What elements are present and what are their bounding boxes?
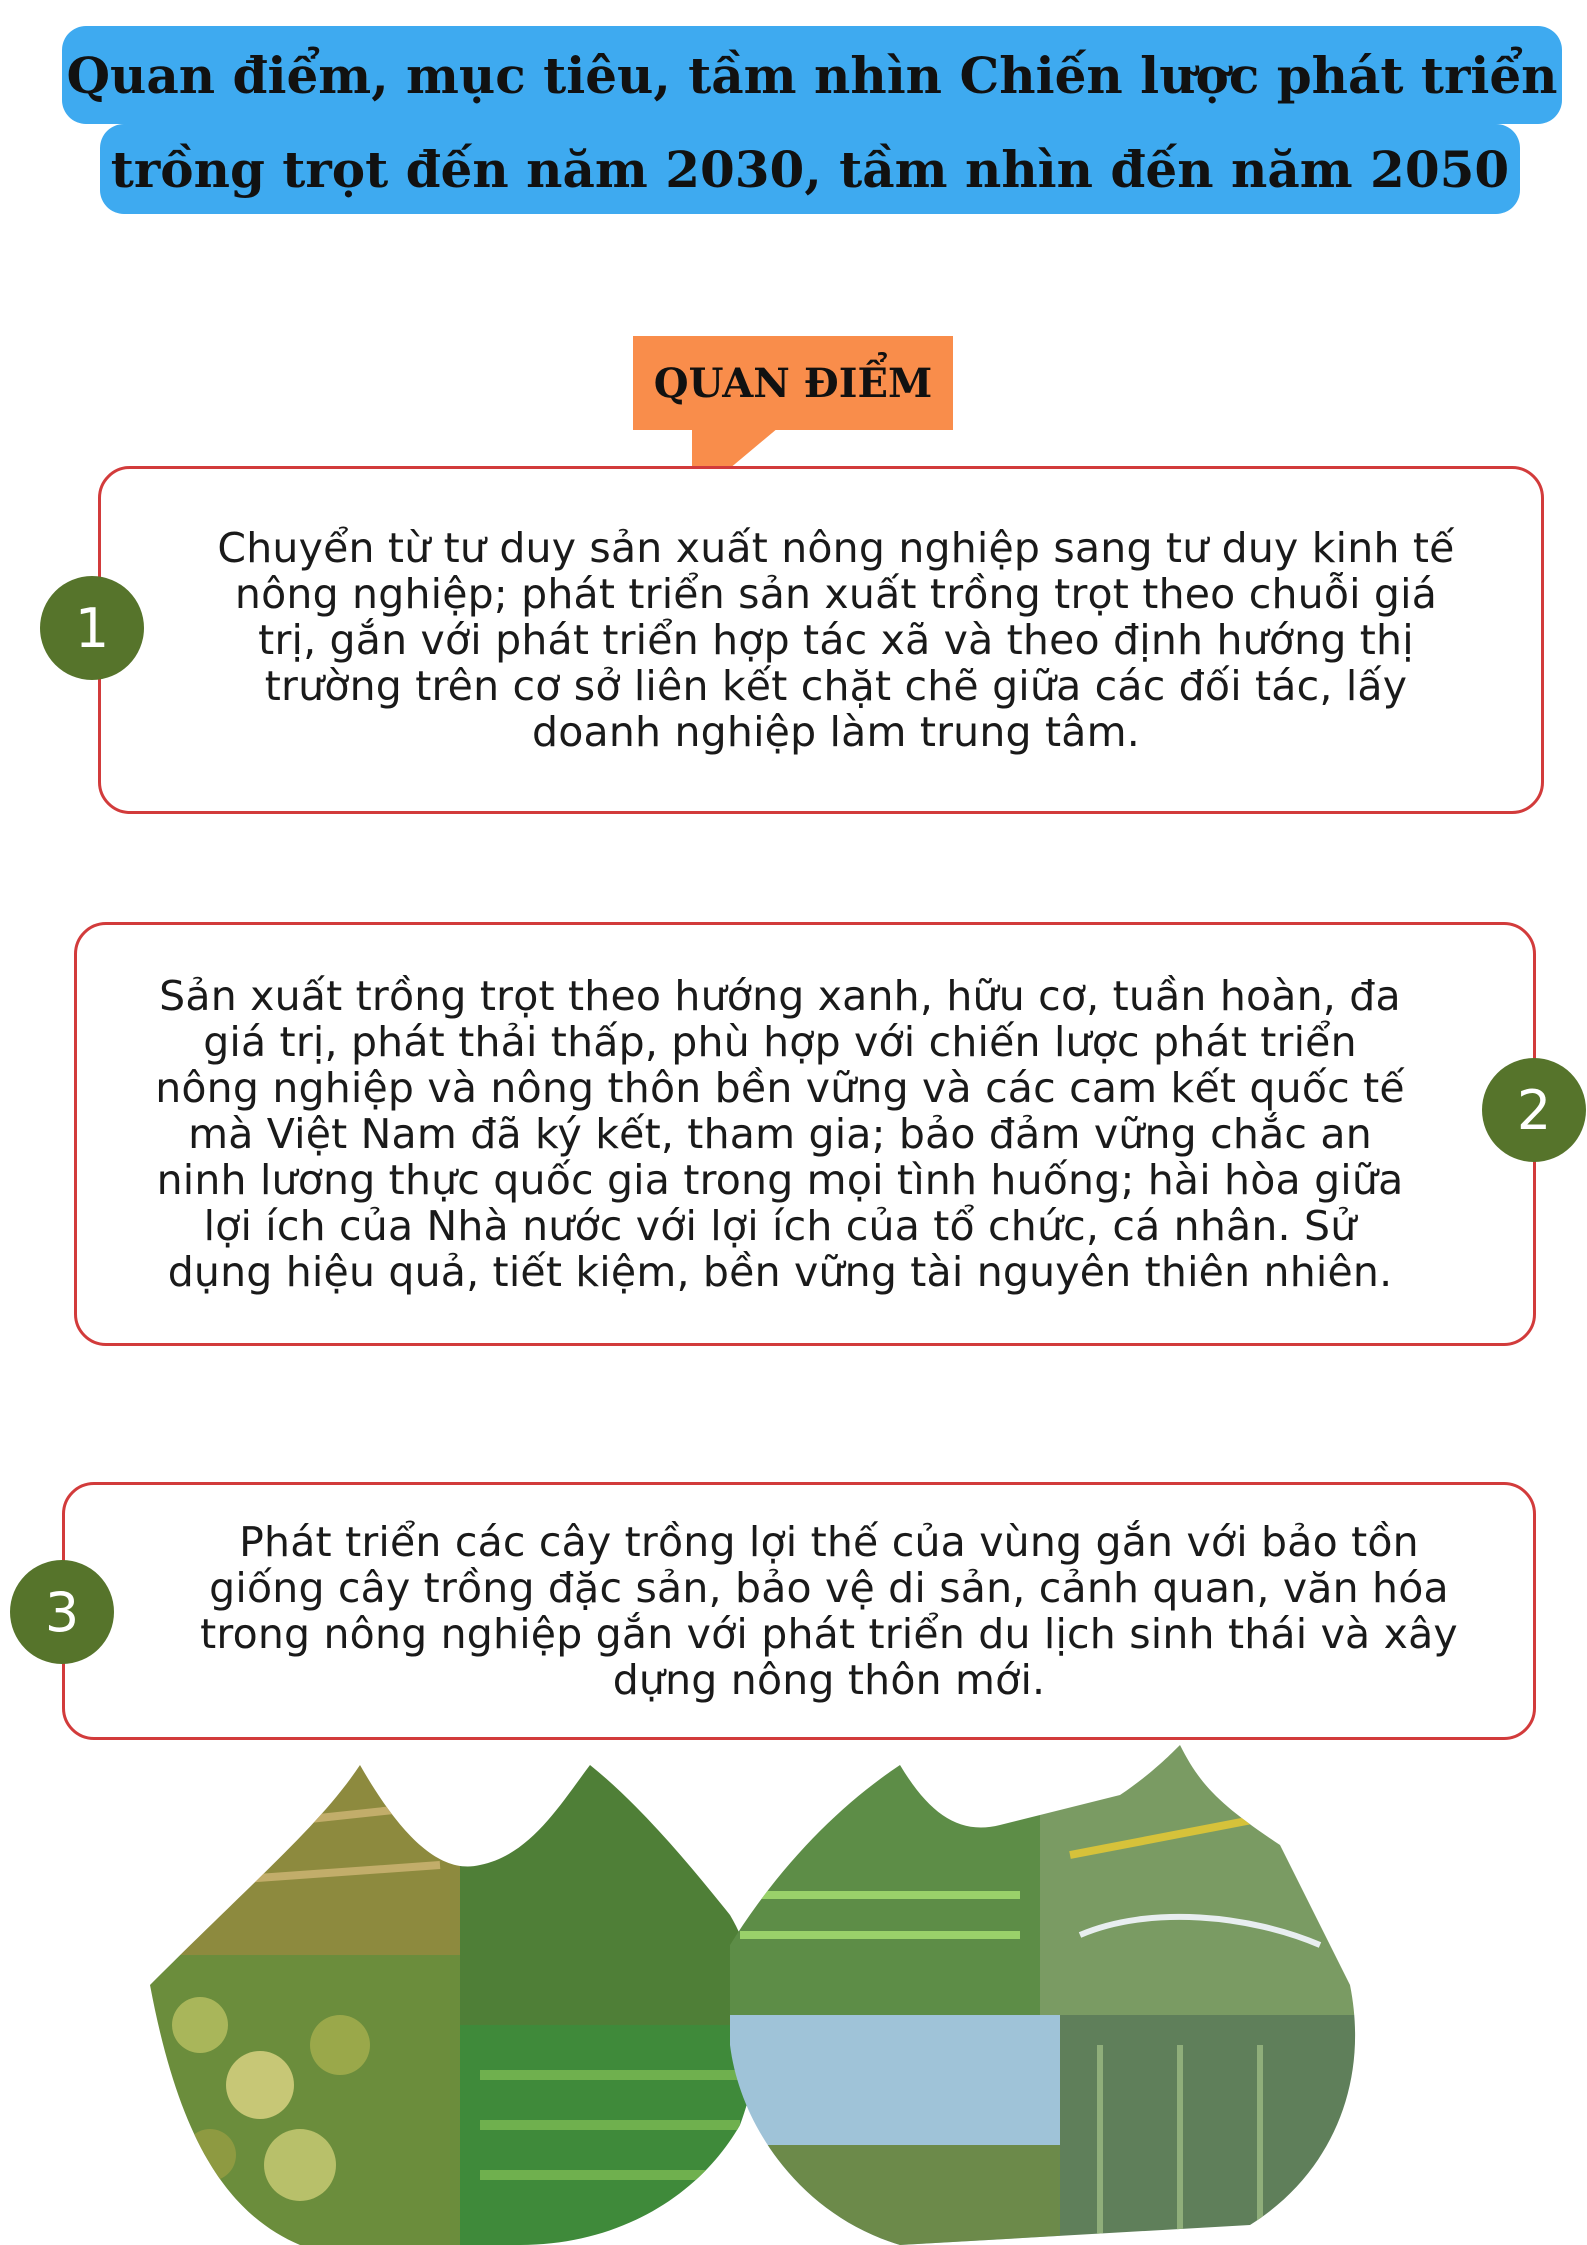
point-badge-2: 2 <box>1482 1058 1586 1162</box>
lettuce-rows-tile <box>460 2025 760 2245</box>
page-title-line-2: trồng trọt đến năm 2030, tầm nhìn đến năm 2050 <box>100 124 1520 214</box>
point-card-3 <box>62 1482 1536 1740</box>
agriculture-photo-collage <box>0 1745 1587 2245</box>
greenhouse-worker-tile <box>1060 2015 1360 2245</box>
title-banner <box>0 0 1587 230</box>
point-card-2 <box>74 922 1536 1346</box>
grass-photo-tile <box>120 1745 460 1955</box>
point-text-3: Phát triển các cây trồng lợi thế của vùng gắn với bảo tồn giống cây trồng đặc sản, bảo vệ di sản, cảnh quan, văn hóa trong nông nghiệp gắn với phát triển du lịch sinh thái và xây dựng nông thôn mới. <box>200 1518 1458 1704</box>
point-card-1 <box>98 466 1544 814</box>
left-collage-group <box>120 1745 760 2245</box>
right-collage-group <box>720 1745 1360 2245</box>
irrigation-tile <box>1040 1745 1360 2015</box>
point-badge-3: 3 <box>10 1560 114 1664</box>
point-badge-1: 1 <box>40 576 144 680</box>
leafy-vegetable-tile <box>460 1745 760 2025</box>
point-text-2: Sản xuất trồng trọt theo hướng xanh, hữu cơ, tuần hoàn, đa giá trị, phát thải thấp, phù hợp với chiến lược phát triển nông nghiệp và nông thôn bền vững và các cam kết quốc tế mà Việt Nam đã ký kết, tham gia; bảo đảm vững chắc an ninh lương thực quốc gia trong mọi tình huống; hài hòa giữa lợi ích của Nhà nước với lợi ích của tổ chức, cá nhân. Sử dụng hiệu quả, tiết kiệm, bền vững tài nguyên thiên nhiên. <box>155 972 1405 1296</box>
section-callout: QUAN ĐIỂM <box>633 336 953 430</box>
page-title-line-1: Quan điểm, mục tiêu, tầm nhìn Chiến lược phát triển <box>62 26 1562 124</box>
point-text-1: Chuyển từ tư duy sản xuất nông nghiệp sang tư duy kinh tế nông nghiệp; phát triển sản xuất trồng trọt theo chuỗi giá trị, gắn với phát triển hợp tác xã và theo định hướng thị trường trên cơ sở liên kết chặt chẽ giữa các đối tác, lấy doanh nghiệp làm trung tâm. <box>217 524 1455 756</box>
greenhouse-tile <box>720 1745 1040 2015</box>
